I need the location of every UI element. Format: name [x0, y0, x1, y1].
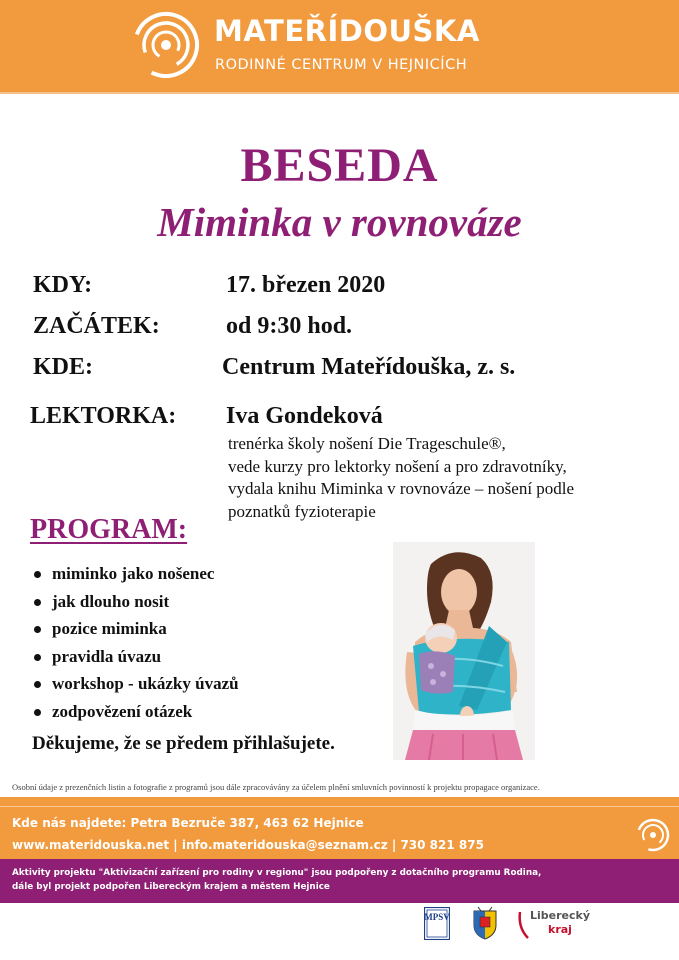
footer-divider	[0, 806, 679, 807]
start-label: ZAČÁTEK:	[33, 313, 160, 339]
header-divider	[0, 92, 679, 94]
program-heading: PROGRAM:	[30, 514, 188, 545]
mother-baby-photo	[393, 542, 535, 760]
list-item: workshop - ukázky úvazů	[34, 674, 239, 702]
footer-address: Kde nás najdete: Petra Bezruče 387, 463 62 Hejnice	[12, 816, 364, 830]
bio-line: poznatků fyzioterapie	[228, 501, 376, 521]
when-label: KDY:	[33, 272, 93, 298]
list-item: zodpovězení otázek	[34, 702, 239, 730]
lecturer-bio	[228, 433, 668, 523]
list-item: jak dlouho nosit	[34, 592, 239, 620]
brand-subtitle: RODINNÉ CENTRUM V HEJNICÍCH	[215, 57, 468, 73]
kraj-word: kraj	[548, 923, 572, 936]
swirl-logo-icon	[132, 11, 200, 79]
mpsv-logo	[424, 907, 450, 940]
list-item: pozice miminka	[34, 619, 239, 647]
event-subtitle: Miminka v rovnováze	[157, 199, 522, 245]
bio-line: vede kurzy pro lektorky nošení a pro zdravotníky,	[228, 456, 567, 476]
funding-line: dále byl projekt podpořen Libereckým krajem a městem Hejnice	[12, 882, 330, 892]
thanks-note: Děkujeme, že se předem přihlašujete.	[32, 733, 335, 754]
gdpr-note: Osobní údaje z prezenčních listin a fotografie z programů jsou dále zpracovávány za účelem plnění smluvních povinností k projektu propagace organizace.	[12, 782, 540, 792]
footer-contacts[interactable]: www.materidouska.net | info.materidouska@seznam.cz | 730 821 875	[12, 838, 484, 852]
program-list	[34, 564, 239, 730]
when-value: 17. březen 2020	[226, 272, 386, 298]
town-crest-icon	[472, 905, 498, 940]
where-value: Centrum Mateřídouška, z. s.	[222, 354, 516, 380]
start-value: od 9:30 hod.	[226, 313, 353, 339]
brand-title: MATEŘÍDOUŠKA	[214, 14, 480, 48]
lecturer-label: LEKTORKA:	[30, 403, 177, 429]
list-item: pravidla úvazu	[34, 647, 239, 675]
mpsv-text: MPSV	[424, 912, 450, 922]
where-label: KDE:	[33, 354, 93, 380]
bio-line: trenérka školy nošení Die Trageschule®,	[228, 434, 506, 453]
lecturer-name: Iva Gondeková	[226, 403, 383, 429]
funding-line: Aktivity projektu "Aktivizační zařízení pro rodiny v regionu" jsou podpořeny z dotačního programu Rodina,	[12, 868, 542, 878]
list-item: miminko jako nošenec	[34, 564, 239, 592]
bio-line: vydala knihu Miminka v rovnováze – nošení podle	[228, 479, 575, 498]
liberecky-kraj-logo	[518, 908, 590, 940]
event-title: BESEDA	[240, 139, 439, 192]
swirl-logo-icon	[636, 818, 670, 852]
kraj-name: Liberecký	[530, 909, 591, 922]
funding-text	[12, 866, 541, 894]
